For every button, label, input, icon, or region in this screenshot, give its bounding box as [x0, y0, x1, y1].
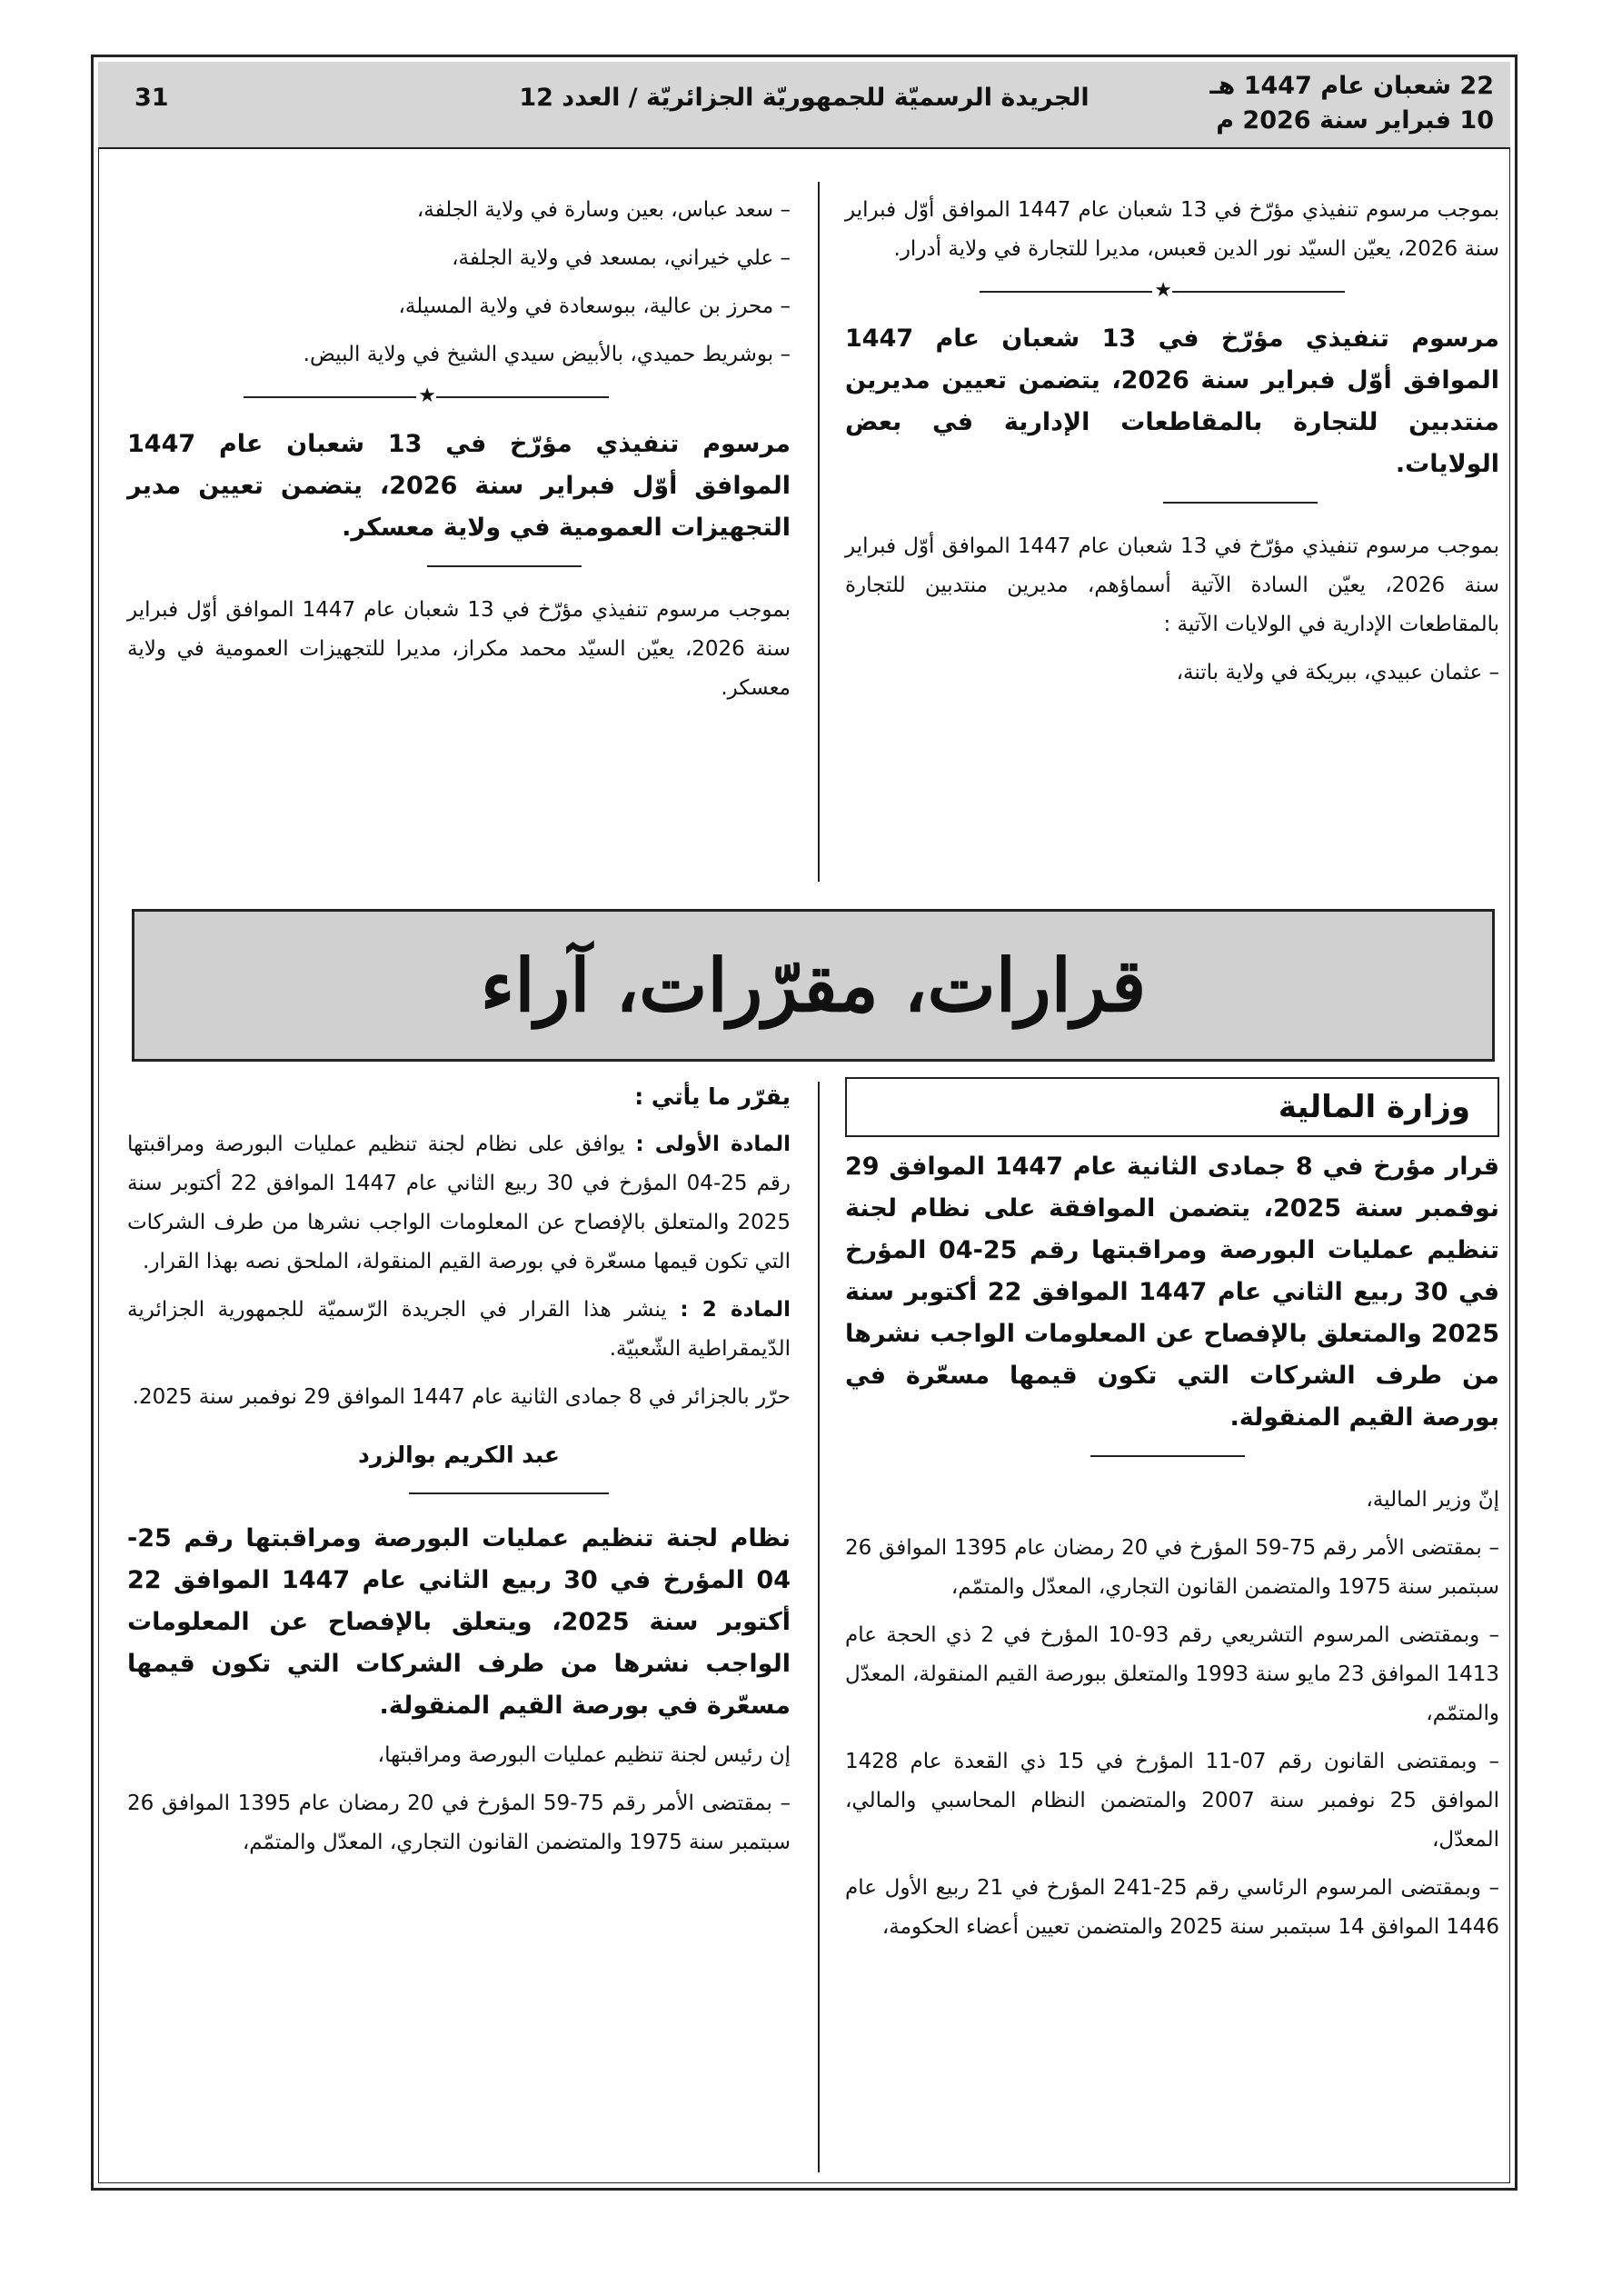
- section-banner: [132, 909, 1495, 1062]
- article-2-text: ينشر هذا القرار في الجريدة الرّسميّة للجمهورية الجزائرية الدّيمقراطية الشّعبيّة.: [127, 1298, 791, 1361]
- visa-paragraph: – بمقتضى الأمر رقم 75-59 المؤرخ في 20 رمضان عام 1395 الموافق 26 سبتمبر سنة 1975 والمتضمن القانون التجاري، المعدّل والمتمّم،: [845, 1536, 1499, 1599]
- appointee-item: – عثمان عبيدي، ببريكة في ولاية باتنة،: [1176, 661, 1499, 684]
- president-preamble: إن رئيس لجنة تنظيم عمليات البورصة ومراقبتها،: [377, 1743, 791, 1767]
- decree-appointment-delegates: بموجب مرسوم تنفيذي مؤرّخ في 13 شعبان عام 1447 الموافق أوّل فبراير سنة 2026، يعيّن السادة الآتية أسماؤهم، مديرين منتدبين للتجارة بالمقاطعات الإدارية في الولايات الآتية :: [845, 534, 1499, 636]
- visa-paragraph: – وبمقتضى المرسوم الرئاسي رقم 25-241 المؤرخ في 21 ربيع الأول عام 1446 الموافق 14 سبتمبر سنة 2025 والمتضمن تعيين أعضاء الحكومة،: [845, 1876, 1499, 1939]
- decision-title: قرار مؤرخ في 8 جمادى الثانية عام 1447 الموافق 29 نوفمبر سنة 2025، يتضمن الموافقة على نظام لجنة تنظيم عمليات البورصة ومراقبتها رقم 25-04 المؤرخ في 30 ربيع الثاني عام 1447 الموافق 22 أكتوبر سنة 2025 والمتعلق بالإفصاح عن المعلومات الواجب نشرها من طرف الشركات التي تكون قيمها مسعّرة في بورصة القيم المنقولة.: [845, 1153, 1499, 1432]
- appointee-item: – بوشريط حميدي، بالأبيض سيدي الشيخ في ولاية البيض.: [303, 343, 791, 366]
- article-2-label: المادة 2 :: [680, 1298, 791, 1322]
- regulation-title: نظام لجنة تنظيم عمليات البورصة ومراقبتها رقم 25-04 المؤرخ في 30 ربيع الثاني عام 1447 الموافق 22 أكتوبر سنة 2025، ويتعلق بالإفصاح عن المعلومات الواجب نشرها من طرف الشركات التي تكون قيمها مسعّرة في بورصة القيم المنقولة.: [127, 1524, 791, 1720]
- column-divider-top: [818, 182, 820, 882]
- short-separator: [409, 1492, 609, 1494]
- star-icon: ★: [418, 384, 436, 407]
- header-title: الجريدة الرسميّة للجمهوريّة الجزائريّة / العدد 12: [519, 84, 1090, 112]
- separator-line: [980, 291, 1152, 293]
- ministry-heading: وزارة المالية: [845, 1077, 1499, 1137]
- signature: عبد الكريم بوالزرد: [358, 1442, 560, 1468]
- visa-paragraph: – وبمقتضى المرسوم التشريعي رقم 93-10 المؤرخ في 2 ذي الحجة عام 1413 الموافق 23 مايو سنة 1993 والمتعلق ببورصة القيم المنقولة، المعدّل والمتمّم،: [845, 1623, 1500, 1725]
- visa-paragraph: – وبمقتضى القانون رقم 07-11 المؤرخ في 15 ذي القعدة عام 1428 الموافق 25 نوفمبر سنة 2007 والمتضمن النظام المحاسبي والمالي، المعدّل،: [845, 1750, 1499, 1852]
- appointee-item: – علي خيراني، بمسعد في ولاية الجلفة،: [452, 246, 791, 270]
- article-2: [127, 1291, 791, 1369]
- article-1-label: المادة الأولى :: [635, 1133, 791, 1156]
- article-1-text: يوافق على نظام لجنة تنظيم عمليات البورصة ومراقبتها رقم 25-04 المؤرخ في 30 ربيع الثاني عام 1447 الموافق 22 أكتوبر سنة 2025 والمتعلق بالإفصاح عن المعلومات الواجب نشرها من طرف الشركات التي تكون قيمها مسعّرة في بورصة القيم المنقولة، الملحق نصه بهذا القرار.: [127, 1133, 791, 1273]
- decree-appointment-adrar: بموجب مرسوم تنفيذي مؤرّخ في 13 شعبان عام 1447 الموافق أوّل فبراير سنة 2026، يعيّن السيّد نور الدين قعبس، مديرا للتجارة في ولاية أدرار.: [845, 198, 1499, 261]
- article-1: [127, 1125, 791, 1282]
- separator-line: [436, 396, 609, 398]
- top-right-column: [845, 191, 1499, 702]
- column-divider-bottom: [818, 1082, 820, 2172]
- star-icon: ★: [1154, 279, 1172, 302]
- short-separator: [1090, 1455, 1245, 1457]
- bottom-right-column: [845, 1077, 1499, 1956]
- visa-paragraph: – بمقتضى الأمر رقم 75-59 المؤرخ في 20 رمضان عام 1395 الموافق 26 سبتمبر سنة 1975 والمتضمن القانون التجاري، المعدّل والمتمّم،: [127, 1792, 791, 1854]
- top-left-column: [127, 191, 791, 717]
- star-separator: [127, 384, 791, 411]
- section-title: قرارات، مقرّرات، آراء: [480, 943, 1147, 1028]
- decides-heading: يقرّر ما يأتي :: [634, 1083, 791, 1110]
- decree-title-public-equipment: مرسوم تنفيذي مؤرّخ في 13 شعبان عام 1447 الموافق أوّل فبراير سنة 2026، يتضمن تعيين مدير التجهيزات العمومية في ولاية معسكر.: [127, 430, 791, 542]
- minister-preamble: إنّ وزير المالية،: [1366, 1488, 1499, 1512]
- appointee-item: – سعد عباس، بعين وسارة في ولاية الجلفة،: [416, 198, 791, 222]
- separator-line: [244, 396, 416, 398]
- short-separator: [1163, 502, 1318, 504]
- gazette-header: [98, 62, 1510, 149]
- header-hijri-date: 22 شعبان عام 1447 هـ: [1209, 72, 1494, 100]
- decree-title-delegate-directors: مرسوم تنفيذي مؤرّخ في 13 شعبان عام 1447 الموافق أوّل فبراير سنة 2026، يتضمن تعيين مديرين منتدبين للتجارة بالمقاطعات الإدارية في بعض الولايات.: [845, 324, 1499, 478]
- decree-appointment-mascara: بموجب مرسوم تنفيذي مؤرّخ في 13 شعبان عام 1447 الموافق أوّل فبراير سنة 2026، يعيّن السيّد محمد مكراز، مديرا للتجهيزات العمومية في ولاية معسكر.: [127, 598, 791, 700]
- appointee-item: – محرز بن عالية، ببوسعادة في ولاية المسيلة،: [398, 294, 791, 318]
- separator-line: [1172, 291, 1345, 293]
- star-separator: [845, 278, 1499, 305]
- short-separator: [427, 565, 582, 567]
- page-number: 31: [134, 84, 169, 112]
- done-at: حرّر بالجزائر في 8 جمادى الثانية عام 1447 الموافق 29 نوفمبر سنة 2025.: [132, 1385, 791, 1409]
- bottom-left-column: [127, 1077, 791, 1872]
- header-gregorian-date: 10 فبراير سنة 2026 م: [1216, 106, 1494, 135]
